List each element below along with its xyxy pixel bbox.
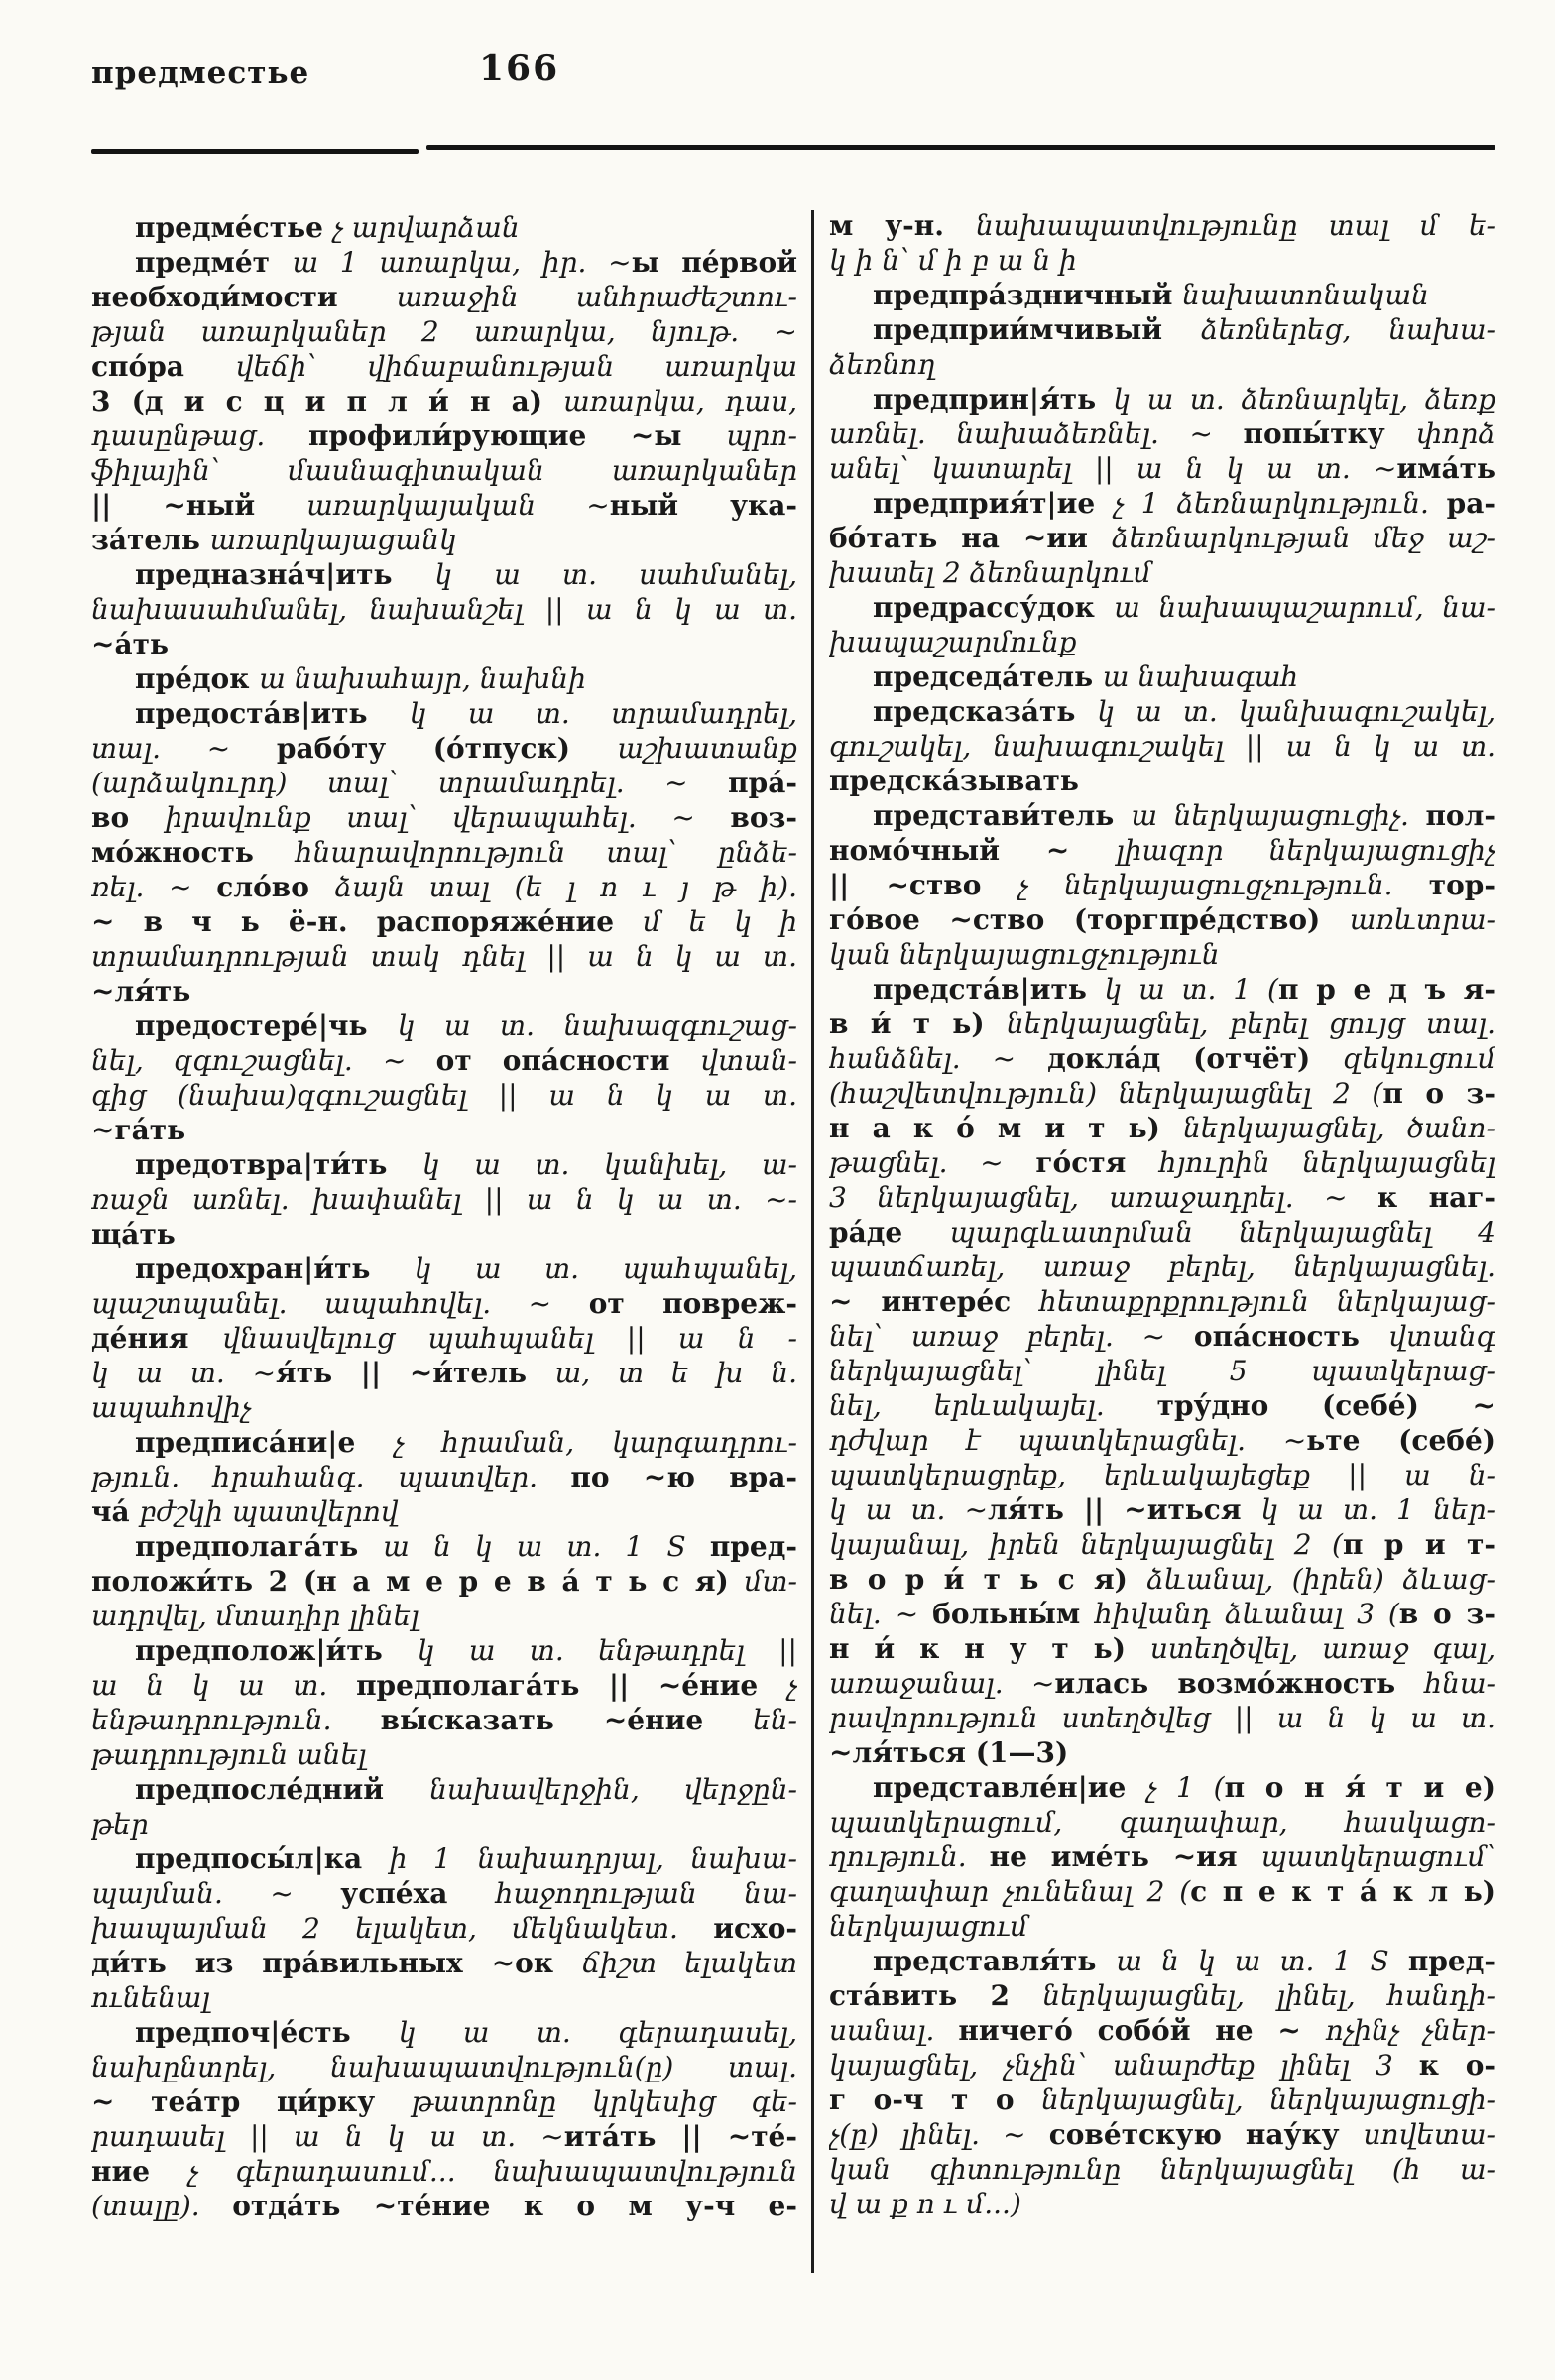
dictionary-line: председа́тель ա նախագահ	[873, 660, 1299, 693]
dictionary-line: առնել. նախաձեռնել. ~ попы́тку փորձ	[829, 417, 1495, 450]
dictionary-line: бо́тать на ~ии ձեռնարկության մեջ աշ-	[829, 522, 1495, 554]
dictionary-line: պատճառել, առաջ բերել, ներկայացնել.	[829, 1250, 1495, 1283]
dictionary-line: ща́ть	[91, 1218, 176, 1250]
dictionary-line: (հաշվետվություն) ներկայացնել 2 (п о з-	[829, 1077, 1495, 1110]
dictionary-line: н и́ к н у т ь) ստեղծվել, առաջ գալ,	[829, 1632, 1495, 1665]
dictionary-line: պայման. ~ успе́ха հաջողության նա-	[91, 1877, 797, 1910]
dictionary-line: ղություն. не име́ть ~ия պատկերացում՝	[829, 1841, 1495, 1873]
dictionary-line: представля́ть ա ն կ ա տ. 1 S пред-	[873, 1945, 1495, 1977]
dictionary-line: предоста́в|ить կ ա տ. տրամադրել,	[135, 697, 797, 730]
dictionary-line: նախընտրել, նախապատվություն(ը) տալ.	[91, 2051, 797, 2083]
dictionary-line: ռաջն առնել. խափանել || ա ն կ ա տ. ~-	[91, 1183, 797, 1216]
left-column	[91, 210, 797, 2223]
dictionary-line: предрассу́док ա նախապաշարում, նա-	[873, 591, 1495, 624]
dictionary-line: ֆիլային՝ մասնագիտական առարկաներ	[91, 454, 797, 487]
dictionary-line: в о р и́ т ь с я) ձևանալ, (իրեն) ձևաց-	[829, 1563, 1495, 1596]
dictionary-line: ներկայացում	[829, 1910, 1028, 1943]
dictionary-line: տրամադրության տակ դնել || ա ն կ ա տ.	[91, 940, 797, 973]
dictionary-line: де́ния վնասվելուց պահպանել || ա ն -	[91, 1322, 797, 1355]
dictionary-line: пре́док ա նախահայր, նախնի	[135, 662, 586, 695]
dictionary-line: положи́ть 2 (н а м е р е в а́ т ь с я) մտ-	[91, 1565, 797, 1598]
dictionary-line: թյուն. հրահանգ. պատվեր. по ~ю вра-	[91, 1461, 797, 1493]
dictionary-line: ди́ть из пра́вильных ~ок ճիշտ ելակետ	[91, 1947, 797, 1979]
dictionary-line: կ ա տ. ~я́ть || ~и́тель ա, տ ե խ ն.	[91, 1357, 797, 1389]
dictionary-line: գից (նախա)զգուշացնել || ա ն կ ա տ.	[91, 1079, 797, 1112]
dictionary-line: 3 (д и с ц и п л и́ н а) առարկա, դաս,	[91, 385, 797, 417]
dictionary-line: предполага́ть ա ն կ ա տ. 1 S пред-	[135, 1530, 797, 1563]
header-catchword: предместье	[91, 56, 310, 91]
dictionary-line: գուշակել, նախագուշակել || ա ն կ ա տ.	[829, 730, 1495, 763]
dictionary-line: դժվար է պատկերացնել. ~ьте (себе́)	[829, 1424, 1495, 1457]
dictionary-line: (արձակուրդ) տալ՝ տրամադրել. ~ пра́-	[91, 767, 797, 799]
dictionary-line: представи́тель ա ներկայացուցիչ. пол-	[873, 799, 1495, 832]
dictionary-line: պաշտպանել. ապահովել. ~ от повреж-	[91, 1287, 797, 1320]
dictionary-line: թյան առարկաներ 2 առարկա, նյութ. ~	[91, 315, 797, 348]
dictionary-line: предполож|и́ть կ ա տ. ենթադրել ||	[135, 1634, 797, 1667]
dictionary-line: կան ներկայացուցչություն	[829, 938, 1220, 971]
dictionary-line: предме́т ա 1 առարկա, իր. ~ы пе́рвой	[135, 246, 797, 279]
dictionary-line: րավորություն ստեղծվեց || ա ն կ ա տ.	[829, 1702, 1495, 1734]
dictionary-line: րադասել || ա ն կ ա տ. ~ита́ть || ~те́-	[91, 2120, 797, 2153]
dictionary-line: предска́зывать	[829, 765, 1079, 797]
dictionary-line: || ~ный առարկայական ~ный ука-	[91, 489, 797, 522]
dictionary-line: խատել 2 ձեռնարկում	[829, 556, 1151, 589]
dictionary-line: номо́чный ~ լիազոր ներկայացուցիչ	[829, 834, 1495, 867]
dictionary-line: предпра́здничный նախատոնական	[873, 279, 1429, 311]
dictionary-line: թադրություն անել	[91, 1738, 367, 1771]
dictionary-line: սանալ. ничего́ собо́й не ~ ոչինչ չներ-	[829, 2014, 1495, 2047]
page-number: 166	[479, 48, 560, 89]
dictionary-line: գաղափար չունենալ 2 (с п е к т а́ к л ь)	[829, 1875, 1495, 1908]
dictionary-line: դասընթաց. профили́рующие ~ы պրո-	[91, 419, 797, 452]
dictionary-line: ~ в ч ь ё-н. распоряже́ние մ ե կ ի	[91, 905, 797, 938]
dictionary-line: 3 ներկայացնել, առաջադրել. ~ к наг-	[829, 1181, 1495, 1214]
dictionary-line: предпоч|е́сть կ ա տ. գերադասել,	[135, 2016, 797, 2049]
dictionary-line: ռել. ~ сло́во ձայն տալ (ե լ ո ւ յ թ ի).	[91, 871, 797, 903]
dictionary-line: представле́н|ие չ 1 (п о н я́ т и е)	[873, 1771, 1495, 1804]
dictionary-line: ենթադրություն. вы́сказать ~е́ние են-	[91, 1704, 797, 1736]
dictionary-line: կ ա տ. ~ля́ть || ~иться կ ա տ. 1 ներ-	[829, 1493, 1495, 1526]
dictionary-line: կ ի ն՝ մ ի բ ա ն ի	[829, 244, 1077, 277]
dictionary-line: ~ теа́тр ци́рку թատրոնը կրկեսից գե-	[91, 2085, 797, 2118]
dictionary-line: го́вое ~ство (торгпре́дство) առևտրա-	[829, 903, 1495, 936]
dictionary-line: (տալը). отда́ть ~те́ние к о м у-ч е-	[91, 2190, 797, 2222]
dictionary-line: նել՝ առաջ բերել. ~ опа́сность վտանգ	[829, 1320, 1495, 1353]
dictionary-line: предназна́ч|ить կ ա տ. սահմանել,	[135, 558, 797, 591]
dictionary-line: խապայման 2 ելակետ, մեկնակետ. исхо-	[91, 1912, 797, 1945]
column-divider	[811, 210, 814, 2273]
dictionary-line: во իրավունք տալ՝ վերապահել. ~ воз-	[91, 801, 797, 834]
dictionary-line: կան գիտությունը ներկայացնել (հ ա-	[829, 2153, 1495, 2186]
dictionary-line: նել, երևակայել. тру́дно (себе́) ~	[829, 1389, 1495, 1422]
dictionary-line: անել՝ կատարել || ա ն կ ա տ. ~има́ть	[829, 452, 1495, 485]
dictionary-line: предприя́т|ие չ 1 ձեռնարկություն. ра-	[873, 487, 1495, 520]
dictionary-line: необходи́мости առաջին անհրաժեշտու-	[91, 281, 797, 313]
header-rule-left	[91, 149, 419, 154]
dictionary-line: за́тель առարկայացանկ	[91, 524, 457, 556]
dictionary-line: նել. ~ больны́м հիվանդ ձևանալ 3 (в о з-	[829, 1598, 1495, 1630]
dictionary-line: предотвра|ти́ть կ ա տ. կանխել, ա-	[135, 1148, 797, 1181]
dictionary-line: կայացնել, չնչին՝ անարժեք լինել 3 к о-	[829, 2049, 1495, 2082]
dictionary-line: ապահովիչ	[91, 1391, 252, 1424]
dictionary-line: предста́в|ить կ ա տ. 1 (п р е д ъ я-	[873, 973, 1495, 1006]
dictionary-line: ние չ գերադասում... նախապատվություն	[91, 2155, 797, 2188]
dictionary-line: мо́жность հնարավորություն տալ՝ ընձե-	[91, 836, 797, 869]
dictionary-line: в и́ т ь) ներկայացնել, բերել ցույց տալ.	[829, 1008, 1495, 1040]
dictionary-line: предписа́ни|е չ հրաման, կարգադրու-	[135, 1426, 797, 1459]
dictionary-line: предсказа́ть կ ա տ. կանխագուշակել,	[873, 695, 1495, 728]
dictionary-line: предприн|я́ть կ ա տ. ձեռնարկել, ձեռք	[873, 383, 1495, 416]
dictionary-line: թացնել. ~ го́стя հյուրին ներկայացնել	[829, 1146, 1495, 1179]
dictionary-line: ադրվել, մտադիր լինել	[91, 1600, 419, 1632]
dictionary-line: предприи́мчивый ձեռներեց, նախա-	[873, 313, 1495, 346]
dictionary-line: предме́стье չ արվարձան	[135, 211, 520, 244]
dictionary-line: պատկերացում, գաղափար, հասկացո-	[829, 1806, 1495, 1839]
dictionary-line: խապաշարմունք	[829, 626, 1077, 658]
dictionary-line: ունենալ	[91, 1981, 210, 2014]
dictionary-line: ча́ բժշկի պատվերով	[91, 1495, 399, 1528]
dictionary-line: հանձնել. ~ докла́д (отчёт) զեկուցում	[829, 1042, 1495, 1075]
dictionary-line: ա ն կ ա տ. предполага́ть || ~е́ние չ	[91, 1669, 797, 1702]
dictionary-line: ра́де պարգևատրման ներկայացնել 4	[829, 1216, 1495, 1249]
dictionary-line: ~ля́ться (1—3)	[829, 1736, 1069, 1769]
dictionary-line: спо́ра վեճի՝ վիճաբանության առարկա	[91, 350, 797, 383]
dictionary-line: || ~ство չ ներկայացուցչություն. тор-	[829, 869, 1495, 901]
dictionary-line: ~а́ть	[91, 628, 169, 660]
dictionary-line: предостере́|чь կ ա տ. նախազգուշաց-	[135, 1010, 797, 1042]
dictionary-line: նել, զգուշացնել. ~ от опа́сности վտան-	[91, 1044, 797, 1077]
dictionary-line: տալ. ~ рабо́ту (о́тпуск) աշխատանք	[91, 732, 797, 765]
dictionary-line: առաջանալ. ~илась возмо́жность հնա-	[829, 1667, 1495, 1700]
dictionary-line: ста́вить 2 ներկայացնել, լինել, հանդի-	[829, 1979, 1495, 2012]
dictionary-line: վ ա ք ո ւ մ...)	[829, 2188, 1021, 2220]
dictionary-line: ներկայացնել՝ լինել 5 պատկերաց-	[829, 1355, 1495, 1387]
dictionary-line: չ(ը) լինել. ~ сове́тскую нау́ку սովետա-	[829, 2118, 1495, 2151]
dictionary-line: м у-н. նախապատվությունը տալ մ ե-	[829, 209, 1495, 242]
right-column	[829, 208, 1495, 2221]
dictionary-line: г о-ч т о ներկայացնել, ներկայացուցի-	[829, 2083, 1495, 2116]
dictionary-line: ~ интере́с հետաքրքրություն ներկայաց-	[829, 1285, 1495, 1318]
dictionary-line: ~га́ть	[91, 1114, 186, 1146]
dictionary-line: թեր	[91, 1808, 149, 1841]
dictionary-line: պատկերացրեք, երևակայեցեք || ա ն-	[829, 1459, 1495, 1491]
dictionary-line: ձեռնող	[829, 348, 936, 381]
dictionary-line: ~ля́ть	[91, 975, 191, 1008]
dictionary-line: նախասահմանել, նախանշել || ա ն կ ա տ.	[91, 593, 797, 626]
dictionary-line: н а к о́ м и т ь) ներկայացնել, ծանո-	[829, 1112, 1495, 1144]
dictionary-line: предохран|и́ть կ ա տ. պահպանել,	[135, 1252, 797, 1285]
dictionary-line: предпосле́дний նախավերջին, վերջըն-	[135, 1773, 797, 1806]
dictionary-line: предпосы́л|ка ի 1 նախադրյալ, նախա-	[135, 1843, 797, 1875]
header-rule-right	[426, 145, 1495, 150]
dictionary-line: կայանալ, իրեն ներկայացնել 2 (п р и т-	[829, 1528, 1495, 1561]
